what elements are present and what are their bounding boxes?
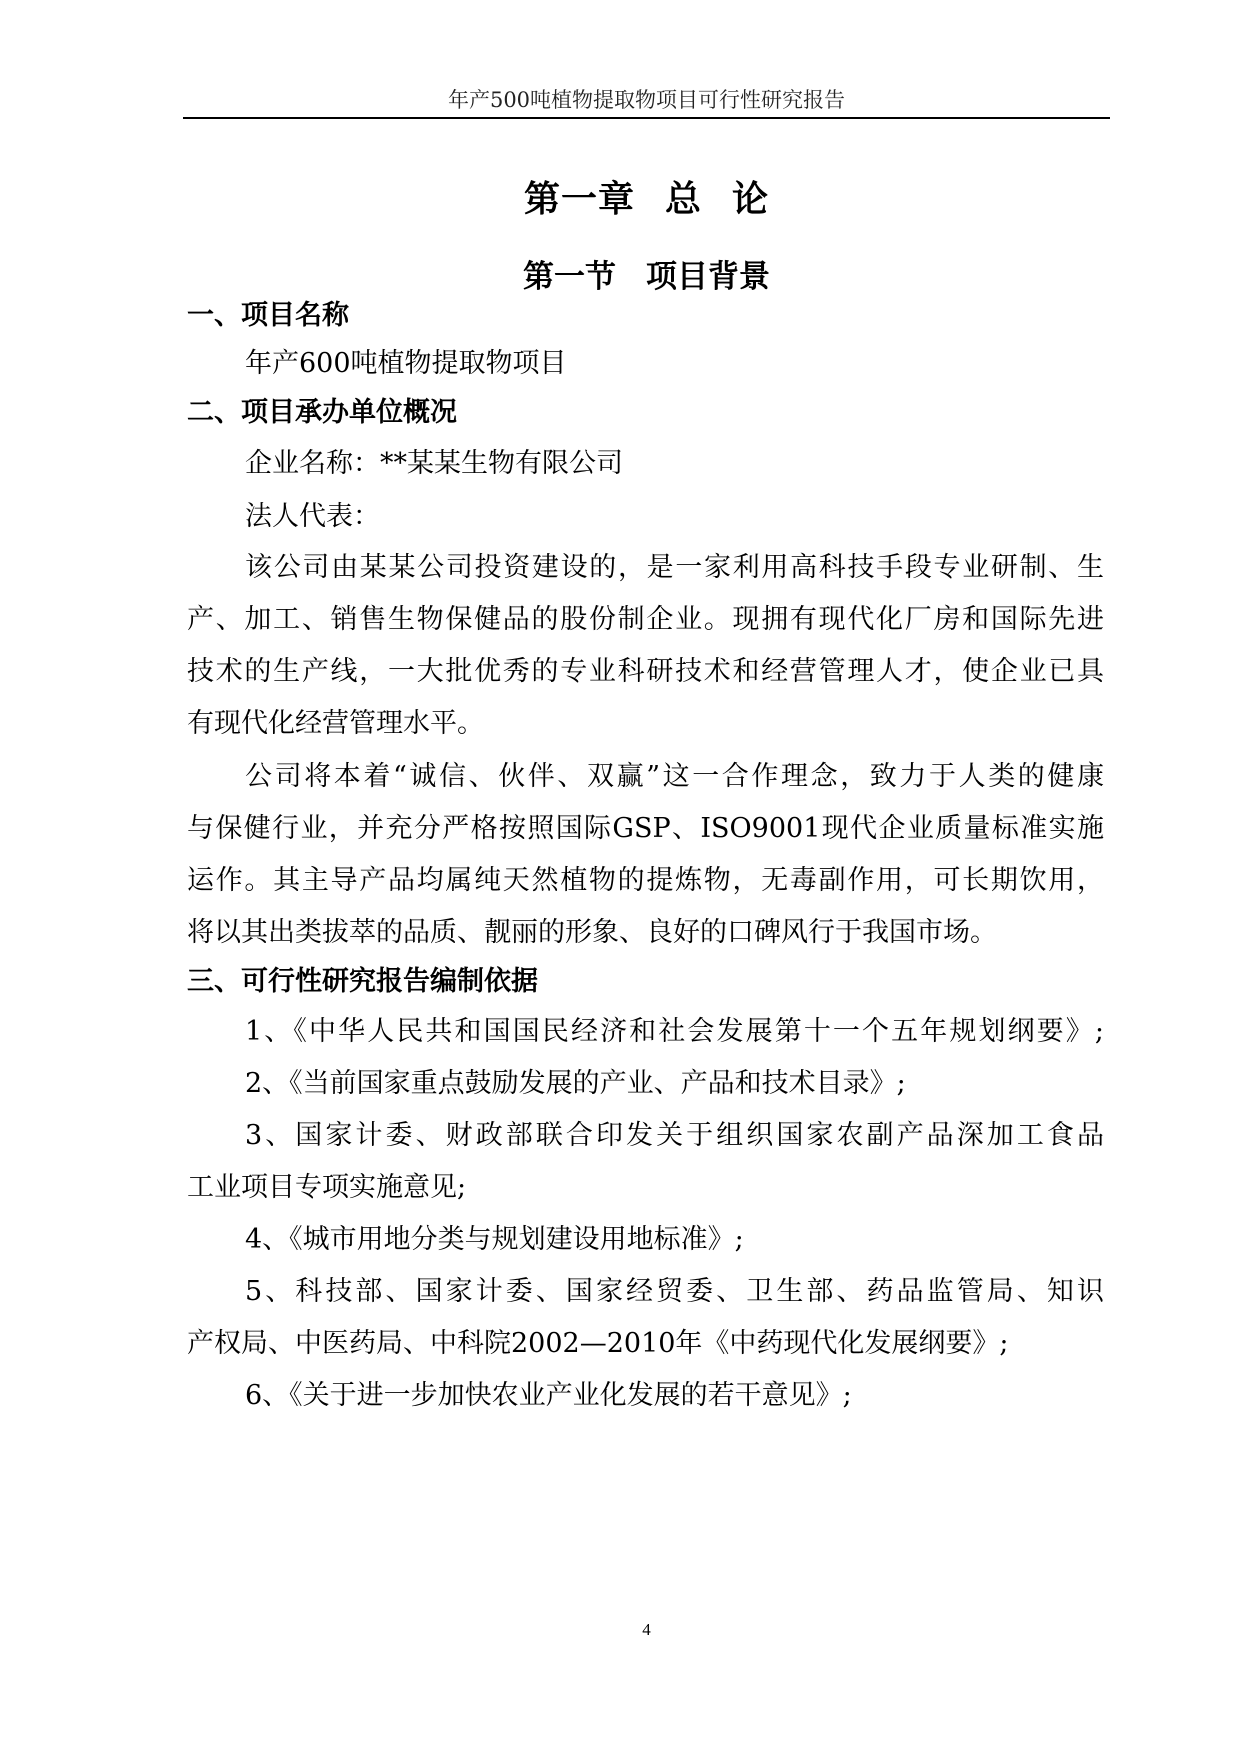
para2-line: 与保健行业，并充分严格按照国际GSP、ISO9001现代企业质量标准实施: [187, 813, 1104, 844]
basis-item: 3、国家计委、财政部联合印发关于组织国家农副产品深加工食品: [245, 1120, 1104, 1151]
basis-item: 产权局、中医药局、中科院2002—2010年《中药现代化发展纲要》;: [187, 1328, 1009, 1359]
chapter-prefix: 第一章: [523, 179, 635, 220]
basis-item: 6、《关于进一步加快农业产业化发展的若干意见》;: [245, 1380, 852, 1411]
project-name-text: 年产600吨植物提取物项目: [245, 348, 567, 379]
section-title: [183, 255, 1110, 299]
legal-rep-line: 法人代表：: [245, 501, 380, 532]
para1-line: 技术的生产线，一大批优秀的专业科研技术和经营管理人才，使企业已具: [187, 656, 1104, 687]
basis-item: 4、《城市用地分类与规划建设用地标准》;: [245, 1224, 744, 1255]
para1-line: 产、加工、销售生物保健品的股份制企业。现拥有现代化厂房和国际先进: [187, 604, 1104, 635]
chapter-char-2: 论: [732, 179, 770, 220]
section-name: 项目背景: [646, 259, 770, 295]
heading-basis: 三、可行性研究报告编制依据: [187, 966, 538, 997]
heading-project-name: 一、项目名称: [187, 300, 349, 331]
section-prefix: 第一节: [523, 259, 616, 295]
para2-line: 公司将本着“诚信、伙伴、双赢”这一合作理念，致力于人类的健康: [245, 761, 1104, 792]
basis-item: 5、科技部、国家计委、国家经贸委、卫生部、药品监管局、知识: [245, 1276, 1104, 1307]
basis-item: 工业项目专项实施意见;: [187, 1172, 467, 1203]
para2-line: 将以其出类拔萃的品质、靓丽的形象、良好的口碑风行于我国市场。: [187, 917, 997, 948]
heading-company-overview: 二、项目承办单位概况: [187, 397, 457, 428]
para1-line: 有现代化经营管理水平。: [187, 708, 484, 739]
para1-line: 该公司由某某公司投资建设的，是一家利用高科技手段专业研制、生: [245, 552, 1104, 583]
chapter-title: [183, 176, 1110, 224]
basis-item: 1、《中华人民共和国国民经济和社会发展第十一个五年规划纲要》;: [245, 1016, 1104, 1047]
chapter-char-1: 总: [664, 179, 702, 220]
company-name-line: 企业名称：**某某生物有限公司: [245, 448, 623, 479]
header-rule: [183, 117, 1110, 119]
page-number: 4: [642, 1620, 651, 1639]
running-header: 年产500吨植物提取物项目可行性研究报告: [447, 88, 846, 112]
basis-item: 2、《当前国家重点鼓励发展的产业、产品和技术目录》;: [245, 1068, 906, 1099]
para2-line: 运作。其主导产品均属纯天然植物的提炼物，无毒副作用，可长期饮用，: [187, 865, 1104, 896]
